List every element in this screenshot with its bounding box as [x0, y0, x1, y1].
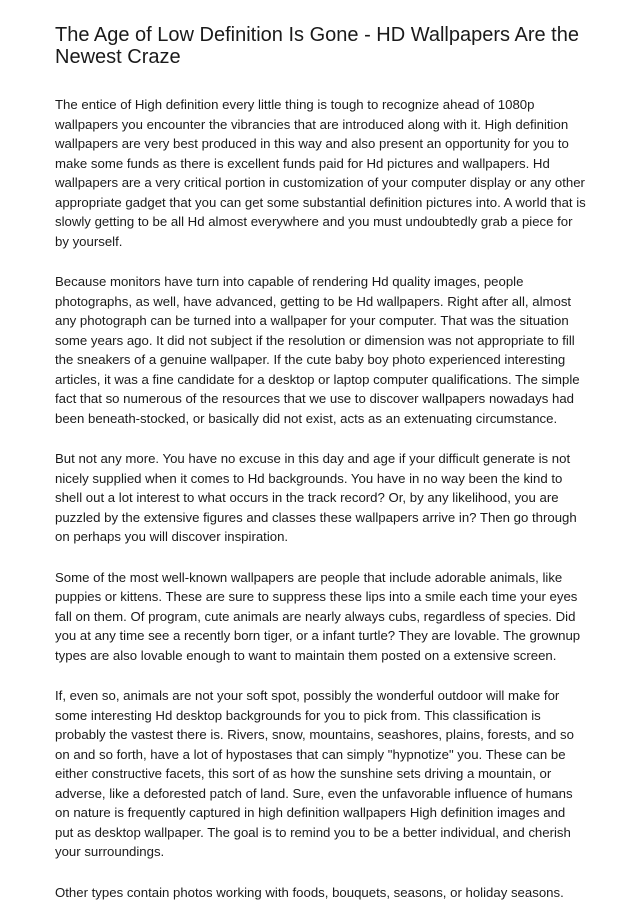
- document-body: [55, 95, 586, 923]
- paragraph: But not any more. You have no excuse in this day and age if your difficult generate is not nicely supplied when it comes to Hd backgrounds. You have in no way been the kind to shell out a lot interest to what occurs in the track record? Or, by any likelihood, you are puzzled by the extensive figures and classes these wallpapers arrive in? Then go through on perhaps you will discover inspiration.: [55, 451, 577, 544]
- paragraph: Because monitors have turn into capable of rendering Hd quality images, people photographs, as well, have advanced, getting to be Hd wallpapers. Right after all, almost any photograph can be turned into a wallpaper for your computer. That was the situation some years ago. It did not subject if the resolution or dimension was not appropriate to fill the sneakers of a genuine wallpaper. If the cute baby boy photo experienced interesting articles, it was a fine candidate for a desktop or laptop computer qualifications. The simple fact that so numerous of the resources that we use to discover wallpapers nowadays had been beneath-stocked, or basically did not exist, acts as an extenuating circumstance.: [55, 274, 580, 426]
- document-title: The Age of Low Definition Is Gone - HD Wallpapers Are the Newest Craze: [55, 24, 579, 68]
- paragraph: If, even so, animals are not your soft spot, possibly the wonderful outdoor will make for some interesting Hd desktop backgrounds for you to pick from. This classification is probably the vastest there is. Rivers, snow, mountains, seashores, plains, forests, and so on and so forth, have a lot of hypostases that can simply "hypnotize" you. These can be either constructive facets, this sort of as how the sunshine sets driving a mountain, or adverse, like a deforested patch of land. Sure, even the unfavorable influence of humans on nature is frequently captured in high definition wallpapers High definition images and put as desktop wallpaper. The goal is to remind you to be a better individual, and cherish your surroundings.: [55, 688, 574, 859]
- paragraph: The entice of High definition every little thing is tough to recognize ahead of 1080p wallpapers you encounter the vibrancies that are introduced along with it. High definition wallpapers are very best produced in this way and also present an opportunity for you to make some funds as there is excellent funds paid for Hd pictures and wallpapers. Hd wallpapers are a very critical portion in customization of your computer display or any other appropriate gadget that you can get some substantial definition pictures into. A world that is slowly getting to be all Hd almost everywhere and you must undoubtedly grab a piece for by yourself.: [55, 97, 586, 249]
- paragraph: Other types contain photos working with foods, bouquets, seasons, or holiday seasons.: [55, 884, 564, 900]
- paragraph: Some of the most well-known wallpapers are people that include adorable animals, like puppies or kittens. These are sure to suppress these lips into a smile each time your eyes fall on them. Of program, cute animals are nearly always cubs, regardless of species. Did you at any time see a recently born tiger, or a infant turtle? They are lovable. The grownup types are also lovable enough to want to maintain them posted on a extensive screen.: [55, 569, 581, 663]
